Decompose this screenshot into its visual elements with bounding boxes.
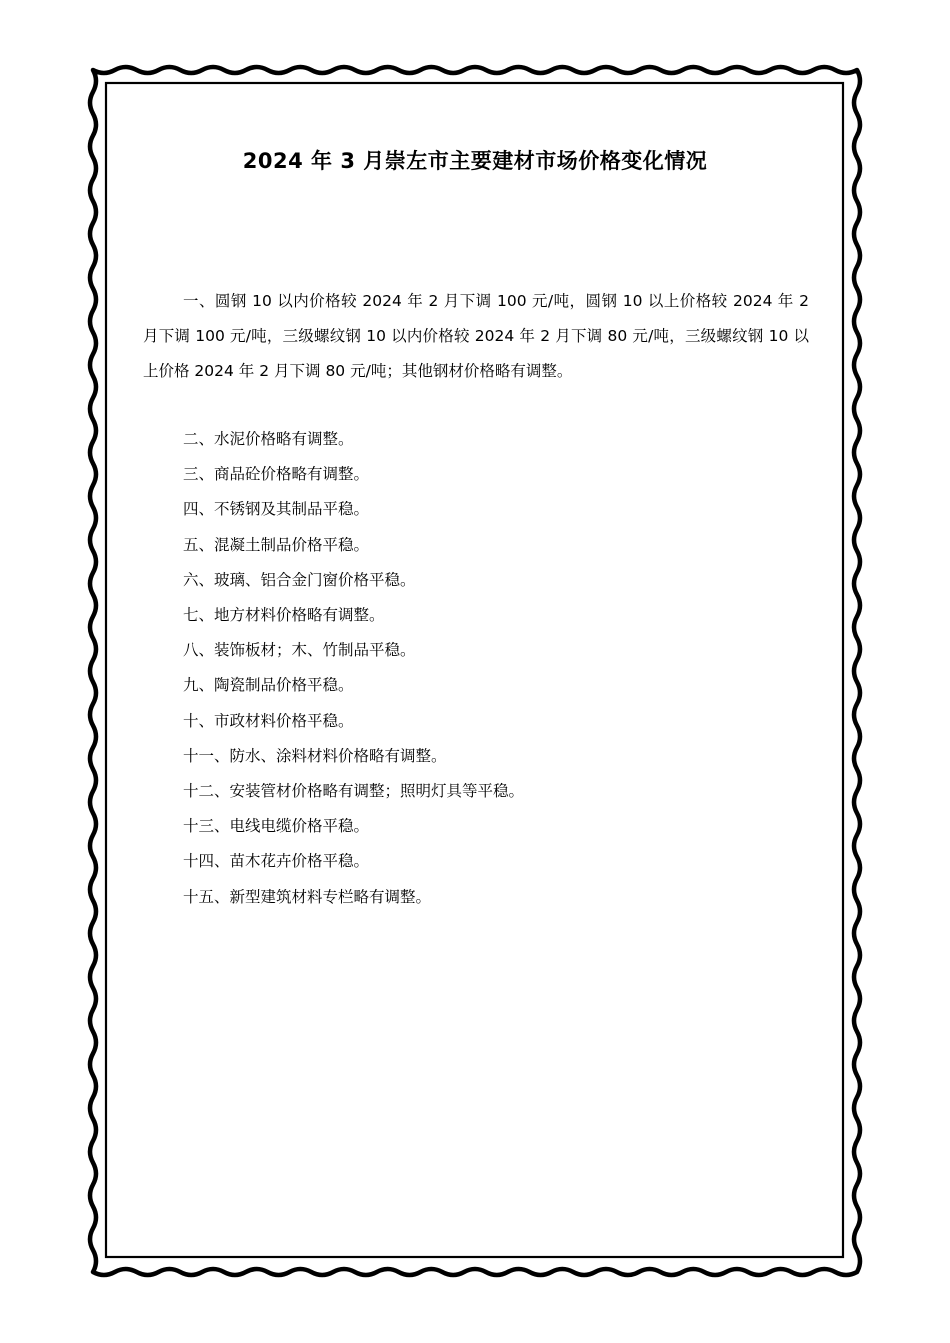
list-item-cement: 二、水泥价格略有调整。 <box>183 430 354 448</box>
list-item-local-materials: 七、地方材料价格略有调整。 <box>183 606 385 625</box>
list-item-new-building-materials: 十五、新型建筑材料专栏略有调整。 <box>183 887 432 906</box>
price-change-list <box>183 422 524 915</box>
list-item-concrete-products: 五、混凝土制品价格平稳。 <box>183 535 370 554</box>
list-item-seedlings-flowers: 十四、苗木花卉价格平稳。 <box>183 852 370 871</box>
list-item-wires-cables: 十三、电线电缆价格平稳。 <box>183 817 370 836</box>
steel-price-paragraph: 一、圆钢 10 以内价格较 2024 年 2 月下调 100 元/吨，圆钢 10 以上价格较 2024 年 2 月下调 100 元/吨，三级螺纹钢 10 以内价格较 2024 年 2 月下调 80 元/吨，三级螺纹钢 10 以上价格 2024 年 2 月下调 80 元/吨；其他钢材价格略有调整。 <box>143 292 809 380</box>
list-item-installation-pipes: 十二、安装管材价格略有调整；照明灯具等平稳。 <box>183 782 525 801</box>
list-item-ceramics: 九、陶瓷制品价格平稳。 <box>183 676 354 695</box>
list-item-decorative-boards: 八、装饰板材；木、竹制品平稳。 <box>183 641 416 660</box>
list-item-waterproof-coatings: 十一、防水、涂料材料价格略有调整。 <box>183 746 447 765</box>
list-item-municipal-materials: 十、市政材料价格平稳。 <box>183 711 354 730</box>
page-title: 2024 年 3 月崇左市主要建材市场价格变化情况 <box>242 149 708 173</box>
list-item-glass-aluminum: 六、玻璃、铝合金门窗价格平稳。 <box>183 570 416 589</box>
list-item-concrete: 三、商品砼价格略有调整。 <box>183 465 370 484</box>
list-item-stainless-steel: 四、不锈钢及其制品平稳。 <box>183 500 370 519</box>
